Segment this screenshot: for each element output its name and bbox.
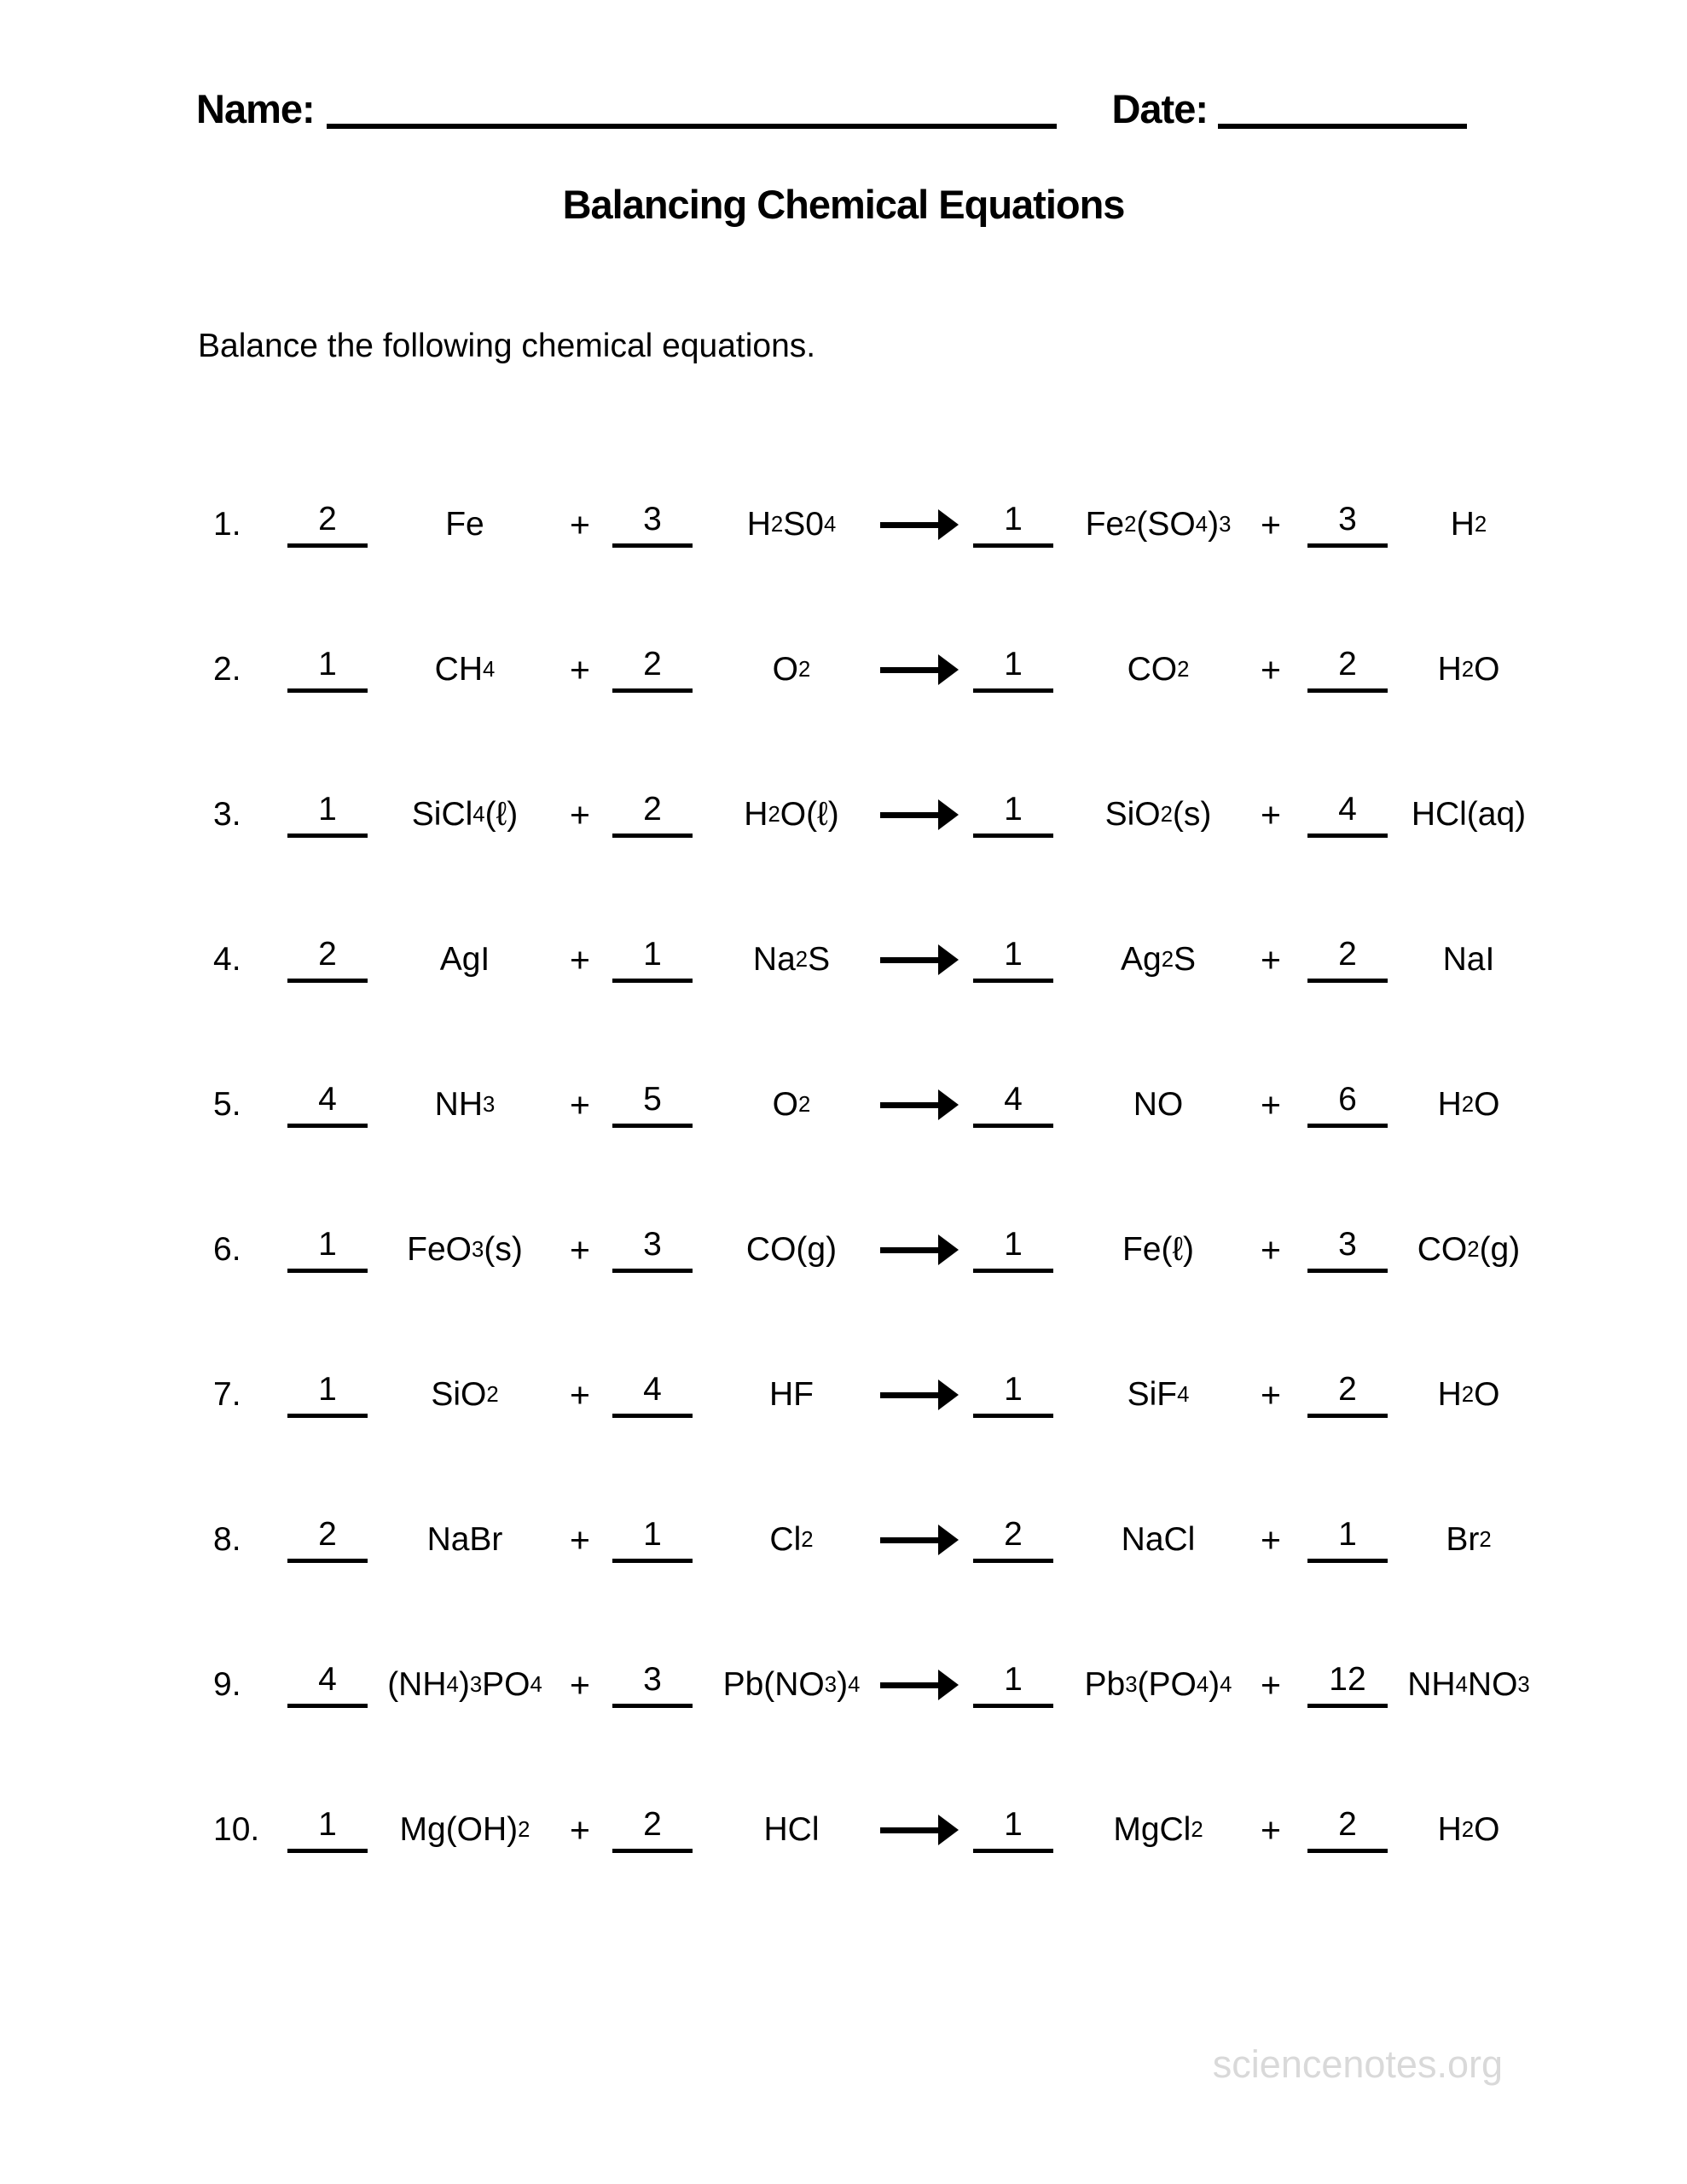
coefficient-blank: 2: [287, 1518, 368, 1563]
coefficient-blank: 2: [287, 502, 368, 548]
plus-sign: +: [570, 1084, 590, 1124]
coefficient-blank: 3: [612, 1663, 693, 1708]
coefficient-blank: 1: [287, 1228, 368, 1273]
name-input-line: [327, 124, 1058, 129]
right-arrow-icon: [880, 1525, 959, 1555]
product-1-formula: NaCl: [1121, 1521, 1196, 1558]
equation-row-1: [0, 452, 1687, 597]
plus-sign: +: [1261, 939, 1281, 979]
right-arrow-icon: [880, 1815, 959, 1845]
product-2-formula: H 2 O: [1437, 1086, 1500, 1123]
product-1-formula: MgCl 2: [1113, 1811, 1203, 1848]
coefficient-blank: 1: [287, 1373, 368, 1418]
reactant-1-formula: NH 3: [434, 1086, 496, 1123]
product-2-formula: H 2: [1450, 506, 1487, 543]
plus-sign: +: [570, 1519, 590, 1560]
coefficient-blank: 5: [612, 1083, 693, 1128]
plus-sign: +: [1261, 1809, 1281, 1850]
reactant-2-formula: Pb(NO 3 ) 4: [722, 1666, 861, 1703]
equation-row-9: [0, 1612, 1687, 1757]
plus-sign: +: [570, 1374, 590, 1414]
coefficient-blank: 2: [287, 938, 368, 983]
reactant-2-formula: HF: [769, 1376, 814, 1413]
instructions-text: Balance the following chemical equations.: [198, 328, 816, 364]
coefficient-blank: 2: [612, 648, 693, 693]
equation-number: 9.: [213, 1666, 241, 1703]
equation-number: 1.: [213, 506, 241, 543]
reactant-1-formula: Mg(OH) 2: [399, 1811, 530, 1848]
product-1-formula: Ag 2 S: [1120, 941, 1197, 978]
plus-sign: +: [1261, 1374, 1281, 1414]
reactant-2-formula: H 2 O(ℓ): [744, 796, 839, 833]
reactant-1-formula: CH 4: [434, 651, 496, 688]
coefficient-blank: 4: [973, 1083, 1053, 1128]
coefficient-blank: 2: [612, 793, 693, 838]
product-1-formula: NO: [1133, 1086, 1184, 1123]
coefficient-blank: 4: [287, 1083, 368, 1128]
plus-sign: +: [570, 1664, 590, 1705]
plus-sign: +: [570, 1809, 590, 1850]
coefficient-blank: 4: [287, 1663, 368, 1708]
right-arrow-icon: [880, 944, 959, 975]
right-arrow-icon: [880, 509, 959, 540]
coefficient-blank: 4: [1307, 793, 1388, 838]
reactant-2-formula: O 2: [772, 1086, 811, 1123]
coefficient-blank: 1: [973, 793, 1053, 838]
coefficient-blank: 2: [612, 1808, 693, 1853]
plus-sign: +: [570, 649, 590, 689]
coefficient-blank: 3: [612, 502, 693, 548]
plus-sign: +: [570, 794, 590, 834]
reactant-1-formula: SiO 2: [431, 1376, 499, 1413]
coefficient-blank: 1: [973, 938, 1053, 983]
right-arrow-icon: [880, 1089, 959, 1120]
coefficient-blank: 1: [287, 793, 368, 838]
product-1-formula: Pb 3 (PO 4 ) 4: [1084, 1666, 1232, 1703]
reactant-2-formula: H 2 S0 4: [746, 506, 837, 543]
product-1-formula: Fe 2 (SO 4 ) 3: [1085, 506, 1232, 543]
coefficient-blank: 1: [973, 1228, 1053, 1273]
equation-row-5: [0, 1032, 1687, 1177]
equation-number: 6.: [213, 1231, 241, 1268]
coefficient-blank: 2: [1307, 1373, 1388, 1418]
coefficient-blank: 1: [612, 938, 693, 983]
product-2-formula: HCl(aq): [1411, 796, 1527, 833]
reactant-2-formula: CO(g): [745, 1231, 838, 1268]
reactant-2-formula: Na 2 S: [752, 941, 831, 978]
equation-number: 7.: [213, 1376, 241, 1413]
right-arrow-icon: [880, 1234, 959, 1265]
plus-sign: +: [1261, 1664, 1281, 1705]
coefficient-blank: 2: [1307, 648, 1388, 693]
equation-row-8: [0, 1467, 1687, 1612]
coefficient-blank: 1: [1307, 1518, 1388, 1563]
coefficient-blank: 1: [973, 502, 1053, 548]
equation-number: 5.: [213, 1086, 241, 1123]
right-arrow-icon: [880, 654, 959, 685]
equation-row-3: [0, 742, 1687, 887]
date-input-line: [1218, 124, 1467, 129]
product-1-formula: Fe(ℓ): [1122, 1231, 1195, 1268]
plus-sign: +: [1261, 1229, 1281, 1269]
product-2-formula: H 2 O: [1437, 1811, 1500, 1848]
reactant-2-formula: Cl 2: [769, 1521, 814, 1558]
coefficient-blank: 3: [1307, 1228, 1388, 1273]
name-label: Name:: [196, 86, 315, 131]
reactant-1-formula: FeO 3 (s): [407, 1231, 523, 1268]
coefficient-blank: 1: [973, 648, 1053, 693]
product-2-formula: CO 2 (g): [1417, 1231, 1521, 1268]
plus-sign: +: [1261, 794, 1281, 834]
equation-row-6: [0, 1177, 1687, 1322]
equation-row-7: [0, 1322, 1687, 1467]
product-1-formula: SiO 2 (s): [1104, 796, 1212, 833]
coefficient-blank: 3: [1307, 502, 1388, 548]
header: [196, 86, 1467, 134]
reactant-1-formula: Fe: [445, 506, 484, 543]
equation-number: 10.: [213, 1811, 260, 1848]
reactant-1-formula: SiCl 4 (ℓ): [411, 796, 519, 833]
coefficient-blank: 1: [287, 648, 368, 693]
plus-sign: +: [570, 939, 590, 979]
product-1-formula: SiF 4: [1127, 1376, 1190, 1413]
product-2-formula: H 2 O: [1437, 1376, 1500, 1413]
plus-sign: +: [1261, 1519, 1281, 1560]
coefficient-blank: 1: [612, 1518, 693, 1563]
plus-sign: +: [1261, 1084, 1281, 1124]
site-watermark: sciencenotes.org: [1212, 2042, 1503, 2086]
product-2-formula: NH 4 NO 3: [1407, 1666, 1530, 1703]
plus-sign: +: [1261, 504, 1281, 544]
equation-number: 8.: [213, 1521, 241, 1558]
reactant-2-formula: O 2: [772, 651, 811, 688]
equation-row-2: [0, 597, 1687, 742]
coefficient-blank: 3: [612, 1228, 693, 1273]
coefficient-blank: 2: [973, 1518, 1053, 1563]
plus-sign: +: [1261, 649, 1281, 689]
page-title: Balancing Chemical Equations: [562, 182, 1125, 227]
reactant-1-formula: AgI: [439, 941, 490, 978]
coefficient-blank: 1: [973, 1373, 1053, 1418]
reactant-1-formula: (NH 4 ) 3 PO 4: [387, 1666, 542, 1703]
coefficient-blank: 2: [1307, 1808, 1388, 1853]
equation-row-10: [0, 1757, 1687, 1902]
plus-sign: +: [570, 1229, 590, 1269]
reactant-1-formula: NaBr: [426, 1521, 503, 1558]
reactant-2-formula: HCl: [763, 1811, 820, 1848]
coefficient-blank: 1: [973, 1808, 1053, 1853]
equation-number: 4.: [213, 941, 241, 978]
product-1-formula: CO 2: [1127, 651, 1190, 688]
coefficient-blank: 1: [973, 1663, 1053, 1708]
right-arrow-icon: [880, 799, 959, 830]
right-arrow-icon: [880, 1670, 959, 1700]
right-arrow-icon: [880, 1380, 959, 1410]
equation-list: [0, 452, 1687, 1902]
equation-number: 3.: [213, 796, 241, 833]
coefficient-blank: 6: [1307, 1083, 1388, 1128]
equation-row-4: [0, 887, 1687, 1032]
coefficient-blank: 1: [287, 1808, 368, 1853]
date-label: Date:: [1111, 86, 1208, 131]
plus-sign: +: [570, 504, 590, 544]
equation-number: 2.: [213, 651, 241, 688]
coefficient-blank: 2: [1307, 938, 1388, 983]
product-2-formula: Br 2: [1446, 1521, 1492, 1558]
product-2-formula: NaI: [1442, 941, 1495, 978]
coefficient-blank: 12: [1307, 1663, 1388, 1708]
product-2-formula: H 2 O: [1437, 651, 1500, 688]
coefficient-blank: 4: [612, 1373, 693, 1418]
